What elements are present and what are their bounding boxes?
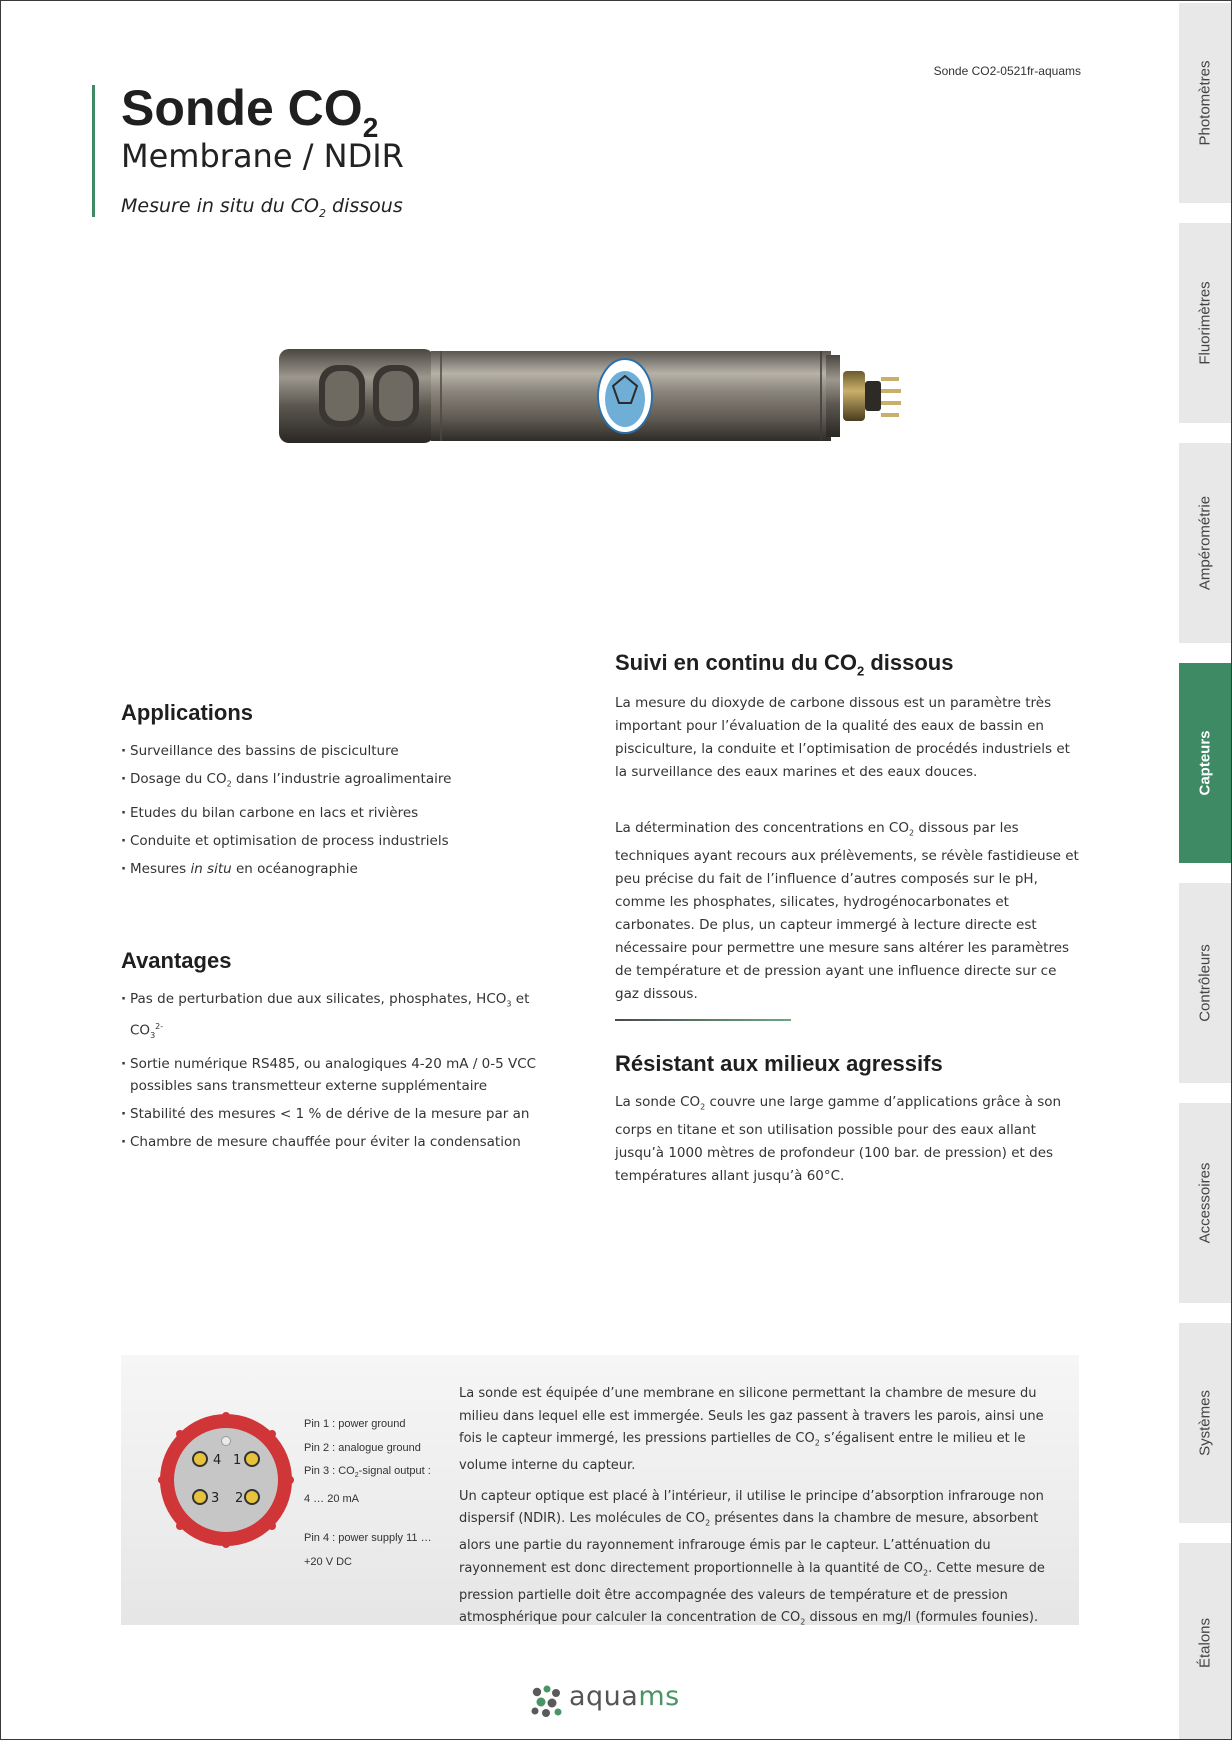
section-divider bbox=[615, 1019, 791, 1021]
list-item: · Stabilité des mesures < 1 % de dérive de la mesure par an bbox=[121, 1103, 541, 1125]
page-tagline: Mesure in situ du $CO_2$ dissous bbox=[121, 195, 403, 220]
tab-accessoires[interactable]: Accessoires bbox=[1179, 1103, 1231, 1305]
co2-probe-image bbox=[271, 341, 941, 451]
suivi-paragraph-2: La détermination des concentrations en $CO_2$ dissous par les techniques ayant recours aux prélèvements, se révèle fastidieuse et peu précise du fait de l’influence d’autres composés sur le pH, comme les phosphates, silicates, hydrogénocarbonates et carbonates. De plus, un capteur immergé à lecture directe est nécessaire pour permettre une mesure sans altérer les paramètres de température et de pression ayant une influence directe sur ce gaz dissous. bbox=[615, 820, 1079, 1003]
tab-photometres[interactable]: Photomètres bbox=[1179, 3, 1231, 205]
list-item: · Mesures in situ en océanographie bbox=[121, 858, 541, 880]
list-item: · Conduite et optimisation de process industriels bbox=[121, 830, 541, 852]
title-block bbox=[92, 80, 655, 220]
list-item: · Pas de perturbation due aux silicates, phosphates, $HCO_3$ et $CO_3^{2-}$ bbox=[121, 988, 541, 1047]
pin-label-2: 2 bbox=[235, 1491, 244, 1506]
tab-systemes[interactable]: Systèmes bbox=[1179, 1323, 1231, 1525]
resistant-paragraph: La sonde $CO_2$ couvre une large gamme d’applications grâce à son corps en titane et son utilisation possible pour des eaux allant jusqu’à 1000 mètres de profondeur (100 bar. de pression) et des températures allant jusqu’à 60°C. bbox=[615, 1094, 1062, 1184]
technical-description bbox=[459, 1383, 1059, 1642]
advantages-list bbox=[121, 988, 541, 1153]
document-reference: Sonde CO2-0521fr-aquams bbox=[933, 64, 1081, 78]
list-item: · Etudes du bilan carbone en lacs et rivières bbox=[121, 802, 541, 824]
pin-1-text: Pin 1 : power ground bbox=[304, 1418, 406, 1430]
pin-descriptions bbox=[304, 1413, 444, 1574]
aquams-logo-mark-icon bbox=[529, 1683, 565, 1719]
aquams-logo bbox=[529, 1683, 679, 1723]
technical-info-box bbox=[121, 1355, 1079, 1625]
suivi-paragraph-1: La mesure du dioxyde de carbone dissous est un paramètre très important pour l’évaluation de la qualité des eaux de bassin en pisciculture, la conduite et l’optimisation de procédés industriels et la surveillance des eaux marines et des eaux douces. bbox=[615, 695, 1070, 781]
pin-label-1: 1 bbox=[233, 1453, 242, 1468]
pin-label-4: 4 bbox=[213, 1453, 222, 1468]
tab-fluorimetres[interactable]: Fluorimètres bbox=[1179, 223, 1231, 425]
pin-3-text: Pin 3 : $CO_2$-signal output : bbox=[304, 1465, 431, 1480]
page-subtitle: Membrane / NDIR bbox=[121, 137, 404, 175]
suivi-heading: Suivi en continu du $CO_2$ dissous bbox=[615, 650, 954, 679]
advantages-heading: Avantages bbox=[121, 948, 232, 973]
resistant-section bbox=[615, 1051, 1081, 1188]
tab-amperometrie[interactable]: Ampérométrie bbox=[1179, 443, 1231, 645]
applications-heading: Applications bbox=[121, 700, 254, 725]
page-title: Sonde $CO_2$ bbox=[121, 80, 379, 143]
pin-3-range: 4 … 20 mA bbox=[304, 1492, 360, 1505]
tab-controleurs[interactable]: Contrôleurs bbox=[1179, 883, 1231, 1085]
list-item: · Dosage du $CO_2$ dans l’industrie agroalimentaire bbox=[121, 768, 541, 796]
applications-list bbox=[121, 740, 541, 880]
list-item: · Surveillance des bassins de pisciculture bbox=[121, 740, 541, 762]
pin-label-3: 3 bbox=[211, 1491, 220, 1506]
resistant-heading: Résistant aux milieux agressifs bbox=[615, 1051, 943, 1076]
ndir-paragraph: Un capteur optique est placé à l’intérieur, il utilise le principe d’absorption infrarouge non dispersif (NDIR). Les molécules de $CO_2$ présentes dans la chambre de mesure, absorbent alors une partie du rayonnement infrarouge émis par le capteur. L’atténuation du rayonnement est donc directement proportionnelle à la quantité de $CO_2$. Cette mesure de pression partielle doit être accompagnée des valeurs de température et de pression atmosphérique pour calculer la concentration de $CO_2$ dissous en mg/l (formules founies). bbox=[459, 1488, 1045, 1627]
membrane-paragraph: La sonde est équipée d’une membrane en silicone permettant la chambre de mesure du milieu dans lequel elle est immergée. Seuls les gaz passent à travers les parois, ainsi une fois le capteur immergé, les pressions partielles de $CO_2$ s’égalisent entre le milieu et le volume interne du capteur. bbox=[459, 1386, 1044, 1474]
suivi-section bbox=[615, 650, 1081, 1006]
advantages-section bbox=[121, 948, 541, 1159]
applications-section bbox=[121, 700, 541, 886]
tab-etalons[interactable]: Étalons bbox=[1179, 1543, 1231, 1740]
pin-4-range: +20 V DC bbox=[304, 1555, 352, 1568]
list-item: · Sortie numérique RS485, ou analogiques 4-20 mA / 0-5 VCC possibles sans transmetteur externe supplémentaire bbox=[121, 1053, 541, 1097]
tab-capteurs[interactable]: Capteurs bbox=[1179, 663, 1231, 865]
aquams-logo-text: aquams bbox=[569, 1681, 680, 1712]
list-item: · Chambre de mesure chauffée pour éviter la condensation bbox=[121, 1131, 541, 1153]
pin-4-text: Pin 4 : power supply 11 … bbox=[304, 1532, 432, 1545]
pin-2-text: Pin 2 : analogue ground bbox=[304, 1441, 421, 1454]
connector-pinout-diagram bbox=[157, 1411, 295, 1549]
